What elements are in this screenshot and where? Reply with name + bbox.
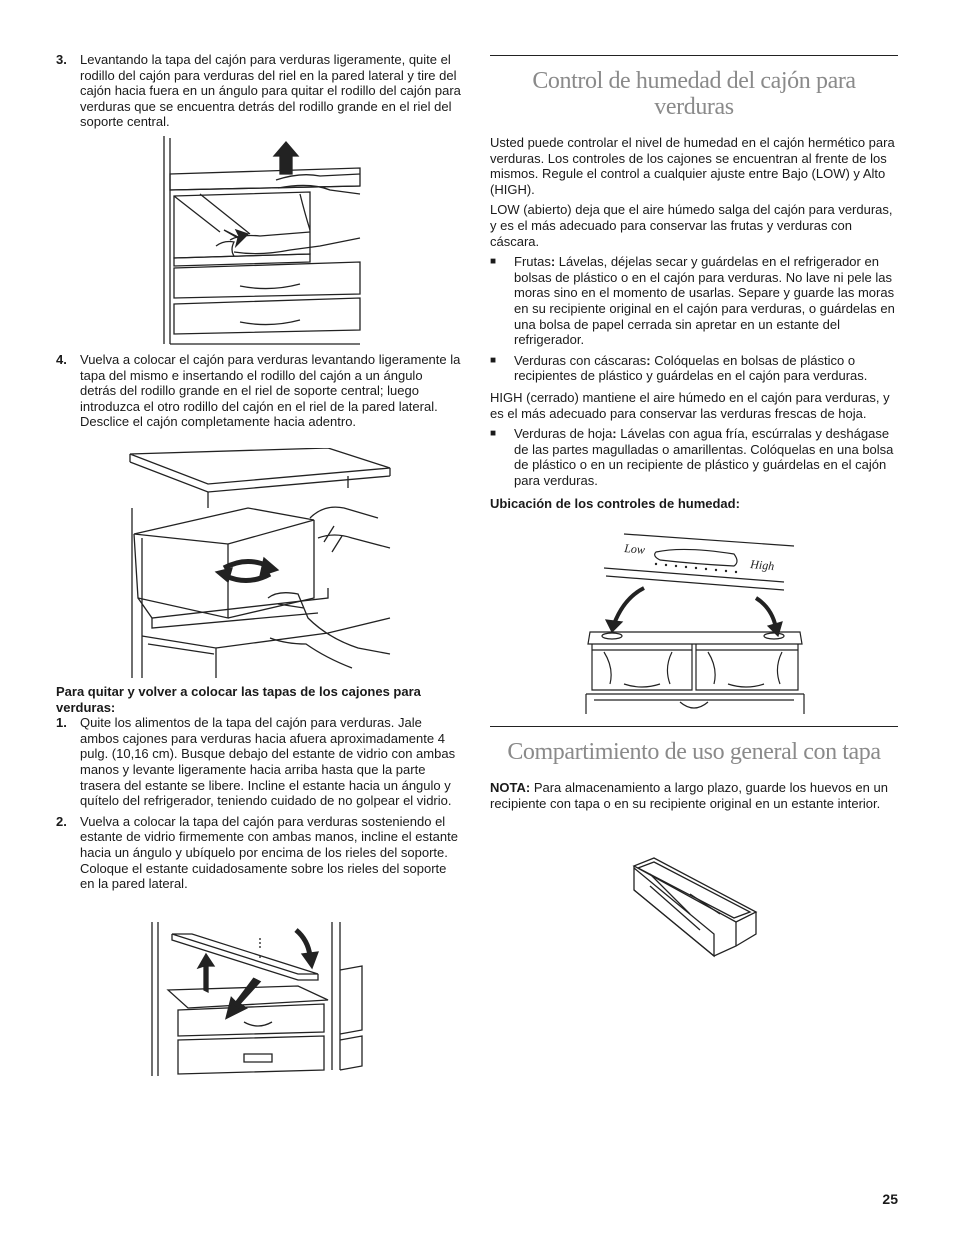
bullet-text: Lávelas con agua fría, escúrralas y deshágase de las partes magulladas o amarillentas. Colóquelas en una bolsa de plástico o en un recipiente de plástico y guárdelas en el cajón para verduras. [514, 426, 894, 488]
left-column [56, 52, 462, 130]
bullet-square: ■ [490, 428, 497, 440]
humidity-section-title: Control de humedad del cajón para verduras [532, 68, 856, 120]
step-4 [56, 352, 462, 430]
controls-location-heading: Ubicación de los controles de humedad: [490, 496, 740, 512]
bullet-colon: : [612, 426, 617, 442]
step-text: Levantando la tapa del cajón para verduras ligeramente, quite el rodillo del cajón para verduras del riel en la pared lateral y tire del cajón hacia fuera en un ángulo para quitar el rodillo del cajón para verduras que se encuentra detrás del rodillo grande en el riel del soporte central. [80, 52, 461, 130]
compartment-section-title: Compartimiento de uso general con tapa [507, 739, 881, 765]
bullet-text: Lávelas, déjelas secar y guárdelas en el refrigerador en bolsas de plástico o en el cajón para verduras. No lave ni pele las moras sino en el momento de usarlas. Separe y guarde las moras en su recipiente original en el cajón para verduras, o guárdelas en una bolsa de papel cerrada sin apretar en un estante del refrigerador. [514, 254, 895, 348]
section-rule-compartment [490, 726, 898, 727]
nota-label: NOTA: [490, 780, 531, 795]
nota-text: Para almacenamiento a largo plazo, guarde los huevos en un recipiente con tapa o en su recipiente original en un estante interior. [490, 780, 888, 811]
right-column-compartment [490, 726, 898, 811]
bullet-label: Frutas [514, 254, 551, 270]
bullet-text: Colóquelas en bolsas de plástico o recipientes de plástico y guárdelas en el cajón para verduras. [514, 352, 868, 384]
control-high-label: High [749, 557, 775, 574]
nota-paragraph [490, 780, 898, 811]
shelf-removal-illustration [148, 920, 368, 1080]
control-low-label: Low [623, 541, 646, 557]
step-text: Vuelva a colocar la tapa del cajón para verduras sosteniendo el estante de vidrio firmemente con ambas manos, incline el estante hacia un ángulo y ubíquelo por encima de los rieles del soporte. Coloque el estante cuidadosamente sobre los rieles del soporte en la pared lateral. [80, 813, 458, 892]
bullet-fruits [490, 254, 898, 348]
bullet-colon: : [550, 254, 556, 270]
bullet-square: ■ [490, 354, 497, 366]
high-setting-text: HIGH (cerrado) mantiene el aire húmedo en el cajón para verduras, y es el más adecuado para conservar las verduras frescas de hoja. [490, 389, 890, 421]
bullet-colon: : [646, 352, 651, 368]
step-text: Vuelva a colocar el cajón para verduras levantando ligeramente la tapa del mismo e insertando el rodillo del cajón a un ángulo detrás del rodillo grande en el riel de soporte central; luego introduzca el otro rodillo del cajón en el riel de la pared lateral. Desclice el cajón completamente hacia adentro. [80, 352, 461, 430]
covers-heading: Para quitar y volver a colocar las tapas de los cajones para verduras: [56, 684, 421, 715]
bullet-square: ■ [490, 256, 497, 268]
page-number: 25 [882, 1191, 898, 1207]
drawer-replacement-illustration [128, 448, 392, 680]
humidity-intro: Usted puede controlar el nivel de humedad en el cajón hermético para verduras. Los controles de los cajones se encuentran al frente de los mismos. Regule el control a cualquier ajuste entre Bajo (LOW) y Alto (HIGH). [490, 135, 895, 197]
step-text: Quite los alimentos de la tapa del cajón para verduras. Jale ambos cajones para verduras hacia afuera aproximadamente 4 pulg. (10,16 cm). Busque debajo del estante de vidrio con ambas manos y levante ligeramente hacia arriba hasta que la parte trasera del estante se libere. Incline el estante hacia un ángulo y quítelo del refrigerador, teniendo cuidado de no golpear el vidrio. [80, 715, 456, 809]
bullet-skinned-vegetables [490, 353, 898, 384]
section-rule-humidity [490, 55, 898, 56]
bullet-label: Verduras de hoja [514, 426, 613, 442]
bullet-leafy-vegetables [490, 426, 898, 488]
step-3 [56, 52, 462, 130]
cover-step-2 [56, 814, 462, 892]
left-column-step4 [56, 352, 462, 430]
step-number: 1. [56, 715, 67, 731]
step-number: 2. [56, 813, 67, 829]
low-setting-text: LOW (abierto) deja que el aire húmedo salga del cajón para verduras, y es el más adecuado para conservar las frutas y verduras con cáscara. [490, 202, 893, 249]
drawer-removal-illustration [160, 134, 364, 346]
step-number: 3. [56, 52, 67, 67]
humidity-controls-illustration [584, 528, 806, 716]
step-number: 4. [56, 352, 67, 367]
cover-step-1 [56, 715, 462, 809]
covered-compartment-illustration [630, 854, 760, 962]
bullet-label: Verduras con cáscaras [514, 352, 647, 368]
left-column-covers [56, 684, 462, 892]
right-column [490, 55, 898, 512]
